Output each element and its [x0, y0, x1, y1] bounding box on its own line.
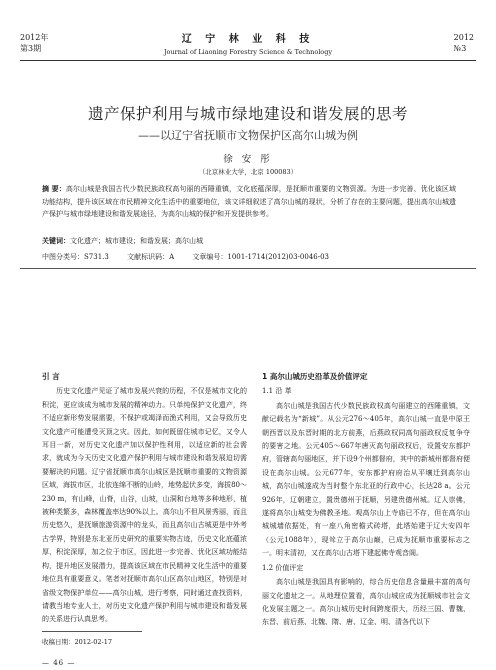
history-paragraph: 高尔山城是我国古代少数民族政权高句丽建立的西陲重镇，文献记载名为“新城”。从公元276～405年，高尔山城一直是中原王朝西晋以及东晋时期的北方前燕，后燕政权同高句丽政权反复争夺的要害之地。公元405～667年唐灭高句丽政权后，设置安东都护府，管辖高句丽地区，并下设9个州都督府，其中的新城州都督府便设在高尔山城。公元677年，安东都护府府治从平壤迁到高尔山城，高尔山城遂成为当时整个东北亚的行政中心，长达28 a。公元926年，辽朝建立，置贵德州于抚顺，另建贵德州城。辽人崇佛，遂将高尔山城变为佛教圣地。观高尔山上寺庙已不存，但在高尔山城城墙依据处，有一座八角密檐式砖塔，此塔始建于辽大安四年（公元1088年），现耸立于高尔山巅，已成为抚顺市重要标志之一。明末清初，又在高尔山古塔下建起佛寺观音阁。	[262, 401, 470, 558]
article-author: 徐 安 彤	[223, 154, 273, 165]
right-column	[262, 370, 470, 630]
journal-issue: 第3期	[20, 44, 42, 53]
author-affiliation: （北京林业大学，北京 100083）	[198, 168, 298, 176]
keywords	[42, 235, 456, 247]
section-rule	[20, 268, 476, 269]
subsection-1-2-heading: 1.2 价值评定	[262, 563, 304, 572]
subsection-1-1-heading: 1.1 沿 革	[262, 387, 292, 396]
received-date: 收稿日期：2012-02-17	[42, 638, 112, 646]
header-right	[454, 32, 474, 54]
journal-name: 辽 宁 林 业 科 技	[181, 34, 315, 45]
journal-year-right: 2012	[453, 33, 474, 42]
intro-paragraph: 历史文化遗产见证了城市发展兴衰的历程，不仅是城市文化的积淀，更应该成为城市发展的精神动力。只单纯保护文化遗产，终不适应新形势发展需要，不保护或竭泽而渔式利用，又会导致历史文化遗产可能遭受灭顶之灾。因此，如何既留住城市记忆，又令人耳目一新，对历史文化遗产加以保护性利用，以适应新的社会需求，就成为今天历史文化遗产保护利用与城市建设和谐发展迫切需要解决的问题。辽宁省抚顺市高尔山城区是抚顺市重要的文物资源区域，海拔市区，北依连绵不断的山岭，地势起伏多变，海拔80～230 m，有山峰，山脊，山谷，山坡，山洞和台地等多种地形，植被种类繁多，森林覆盖率达90%以上。高尔山不但风景秀丽，而且历史悠久，是抚顺旅游资源中的龙头，而且高尔山古城更是中外考古学界，特别是东北亚历史研究的重要实物古迹，历史文化底蕴浓厚，积淀深厚，加之位于市区，因此进一步完善、优化区域功能结构，提升地区发展潜力，提高该区域在市民精神文化生活中的重要地位具有重要意义。笔者对抚顺市高尔山区高尔山地区，特别是对省级文物保护单位——高尔山城，进行考察，同时通过查找资料，请教当地专业人士，对历史文化遗产保护利用与城市建设和谐发展的关系进行认真思考。	[42, 387, 247, 624]
abstract-label: 摘 要：	[42, 185, 66, 193]
journal-name-en: Journal of Liaoning Forestry Science & Technology	[163, 48, 333, 56]
journal-issue-right: №3	[453, 44, 467, 53]
left-column	[42, 370, 247, 627]
clc-number: 中图分类号：S731.3	[42, 253, 109, 261]
footnote-rule	[42, 631, 142, 632]
intro-heading: 引 言	[42, 372, 60, 381]
classification-line	[42, 251, 456, 263]
page-number: — 46 —	[42, 659, 76, 667]
abstract	[42, 183, 456, 221]
document-code: 文献标识码：A	[127, 253, 175, 261]
article-subtitle: ——以辽宁省抚顺市文物保护区高尔山城为例	[138, 129, 358, 142]
keywords-text: 文化遗产；城市建设；和谐发展；高尔山城	[70, 237, 203, 245]
header-center	[0, 30, 496, 56]
journal-year: 2012年	[20, 33, 49, 42]
keywords-label: 关键词：	[42, 236, 70, 245]
value-paragraph: 高尔山城是我国具有影响的，综合历史信息含量最丰富的高句丽文化遗址之一。从地理位置看，高尔山城应成为抚顺城市社会文化发展主题之一。高尔山城历史时间跨度很大，历经三国、曹魏、东晋、前后燕、北魏、隋、唐、辽金、明、清各代以下	[262, 578, 470, 627]
abstract-text: 高尔山城是我国古代少数民族政权高句丽的西陲重镇，文化底蕴深厚，是抚顺市重要的文物资源。为进一步完善、优化该区域功能结构，提升该区域在市民精神文化生活中的重要地位，该文详细叙述了高尔山城的现状，分析了存在的主要问题，提出高尔山城遗产保护与城市绿地建设和谐发展途径，为高尔山城的保护和开发提供参考。	[42, 185, 457, 218]
section-1-heading: 1 高尔山城历史沿革及价值评定	[262, 372, 368, 381]
article-title: 遗产保护利用与城市绿地建设和谐发展的思考	[87, 105, 408, 123]
header-rule	[20, 60, 476, 61]
article-number: 文章编号：1001-1714(2012)03-0046-03	[192, 253, 330, 261]
